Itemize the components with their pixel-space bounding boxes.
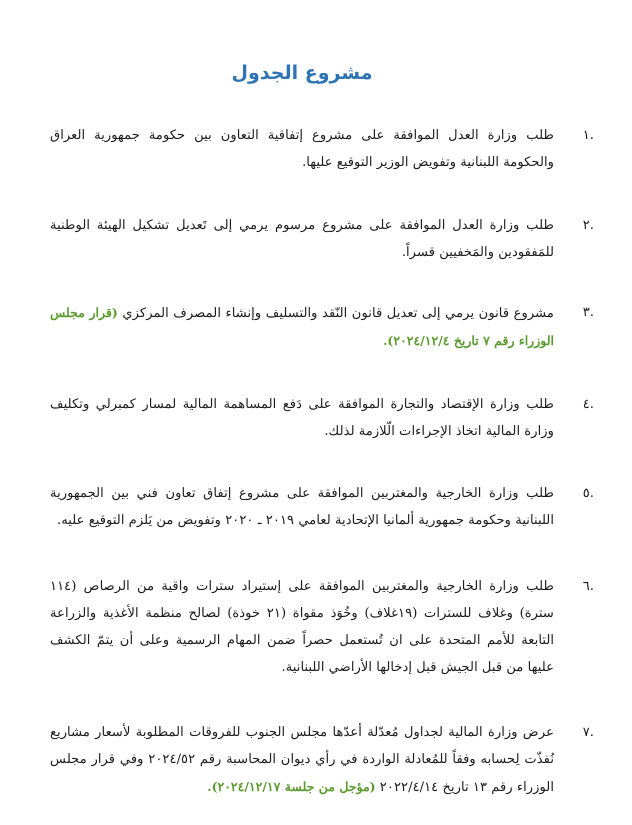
item-number: .٥ xyxy=(582,486,594,501)
page-title: مشروع الجدول xyxy=(231,62,373,84)
list-item xyxy=(50,573,594,681)
list-item xyxy=(50,212,594,266)
item-number: .٦ xyxy=(582,579,594,594)
item-text: طلب وزارة الخارجية والمغتربين الموافقة على إستيراد سترات واقية من الرصاص (١١٤ سترة) وغلاف للسترات (١٩غلاف) وخُوَذ مقواة (٢١ خوذة) لصالح منظمة الأغذية والزراعة التابعة للأمم المتحدة على ان تُستعمل حصراً ضمن المهام الرسمية وعلى أن يتمّ الكشف عليها من قبل الجيش قبل إدخالها الأراضي اللبنانية. xyxy=(50,579,554,675)
item-text: طلب وزارة العدل الموافقة على مشروع مرسوم يرمي إلى تَعديل تشكيل الهيئة الوطنية للمَفقودين والمَخفيين قسراً. xyxy=(50,218,554,260)
item-note: (قرار مجلس الوزراء رقم ٧ تاريخ ٢٠٢٤/١٢/٤). xyxy=(50,305,554,348)
list-item xyxy=(50,480,594,534)
item-text: مشروع قانون يرمي إلى تعديل قانون النّقد والتسليف وإنشاء المصرف المركزي xyxy=(117,306,554,321)
item-text: طلب وزارة الخارجية والمغتربين الموافقة على مشروع إتفاق تعاون فني بين الجمهورية اللبنانية وحكومة جمهورية ألمانيا الإتحادية لعامي ٢٠١٩ ـ ٢٠٢٠ وتفويض من يَلزم التوقيع عليه. xyxy=(50,486,554,528)
list-item xyxy=(50,299,594,355)
list-item xyxy=(50,391,594,445)
item-number: .٣ xyxy=(582,305,594,320)
agenda-list xyxy=(50,122,594,801)
item-text: طلب وزارة العدل الموافقة على مشروع إتفاقية التعاون بين حكومة جمهورية العراق والحكومة اللبنانية وتفويض الوزير التوقيع عليها. xyxy=(50,128,554,170)
list-item xyxy=(50,122,594,176)
item-number: .٤ xyxy=(582,397,594,412)
item-note: (مؤجل من جلسة ٢٠٢٤/١٢/١٧). xyxy=(207,779,376,794)
item-number: .١ xyxy=(582,128,594,143)
list-item xyxy=(50,719,594,801)
item-number: .٧ xyxy=(582,725,594,740)
item-text: عرض وزارة المالية لجداول مُعدّلة أعدّها مجلس الجنوب للفروقات المطلوبة لأسعار مشاريع نُفذّت لِحسابه وفقاً للمُعادلة الواردة في رأي ديوان المحاسبة رقم ٢٠٢٤/٥٢ وفي قرار مجلس الوزراء رقم ١٣ تاريخ ٢٠٢٢/٤/١٤ xyxy=(50,725,554,795)
item-text: طلب وزارة الإقتصاد والتجارة الموافقة على دَفع المساهمة المالية لمسار كمبرلي وتكليف وزارة المالية اتخاذ الإجراءات الّلازمة لذلك. xyxy=(50,397,554,439)
item-number: .٢ xyxy=(582,218,594,233)
